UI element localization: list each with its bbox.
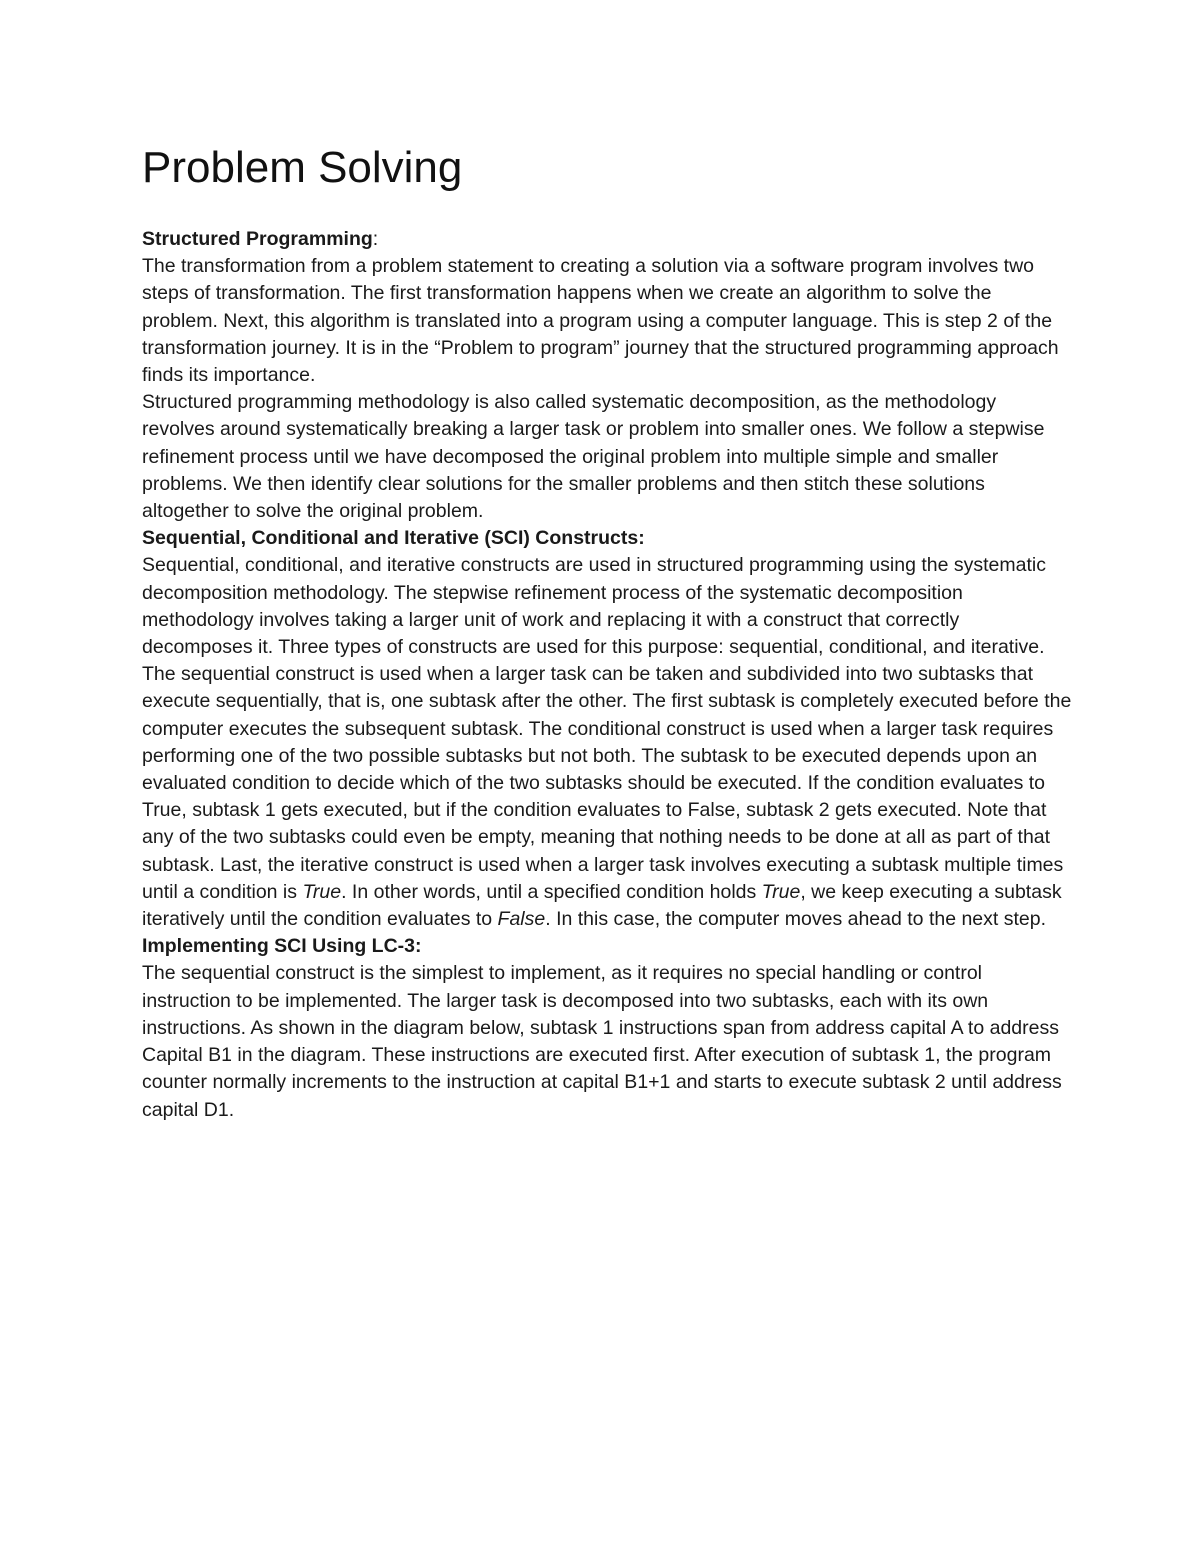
- sci-p2-true-1: True: [302, 880, 342, 903]
- sci-constructs-heading: Sequential, Conditional and Iterative (SCI) Constructs:: [142, 527, 645, 550]
- implementing-sci-paragraph-1: The sequential construct is the simplest to implement, as it requires no special handling or control instruction to be implemented. The larger task is decomposed into two subtasks, each with its own instructions. As shown in the diagram below, subtask 1 instructions span from address capital A to address Capital B1 in the diagram. These instructions are executed first. After execution of subtask 1, the program counter normally increments to the instruction at capital B1+1 and starts to execute subtask 2 until address capital D1.: [142, 962, 1062, 1121]
- document-title: Problem Solving: [142, 143, 463, 192]
- sci-p2-true-2: True: [761, 880, 801, 903]
- section-structured-programming: [142, 226, 1072, 525]
- sci-p2-text-c: , we keep executing a subtask iteratively until the condition evaluates to: [142, 880, 1062, 931]
- sci-constructs-paragraph-1: Sequential, conditional, and iterative constructs are used in structured programming using the systematic decomposition methodology. The stepwise refinement process of the systematic decomposition methodology involves taking a larger unit of work and replacing it with a construct that correctly decomposes it. Three types of constructs are used for this purpose: sequential, conditional, and iterative.: [142, 554, 1046, 659]
- structured-programming-paragraph-2: Structured programming methodology is also called systematic decomposition, as the methodology revolves around systematically breaking a larger task or problem into smaller ones. We follow a stepwise refinement process until we have decomposed the original problem into multiple simple and smaller problems. We then identify clear solutions for the smaller problems and then stitch these solutions altogether to solve the original problem.: [142, 391, 1045, 523]
- heading-colon: :: [372, 228, 379, 250]
- sci-p2-text-d: . In this case, the computer moves ahead to the next step.: [545, 908, 1047, 931]
- document-page: [142, 140, 1072, 1124]
- implementing-sci-heading: Implementing SCI Using LC-3:: [142, 935, 422, 958]
- structured-programming-heading: Structured Programming: [142, 228, 373, 250]
- structured-programming-paragraph-1: The transformation from a problem statement to creating a solution via a software program involves two steps of transformation. The first transformation happens when we create an algorithm to solve the problem. Next, this algorithm is translated into a program using a computer language. This is step 2 of the transformation journey. It is in the “Problem to program” journey that the structured programming approach finds its importance.: [142, 255, 1059, 387]
- section-sci-constructs: [142, 525, 1072, 933]
- sci-p2-text-a: The sequential construct is used when a larger task can be taken and subdivided into two subtasks that execute sequentially, that is, one subtask after the other. The first subtask is completely executed before the computer executes the subsequent subtask. The conditional construct is used when a larger task requires performing one of the two possible subtasks but not both. The subtask to be executed depends upon an evaluated condition to decide which of the two subtasks should be executed. If the condition evaluates to True, subtask 1 gets executed, but if the condition evaluates to False, subtask 2 gets executed. Note that any of the two subtasks could even be empty, meaning that nothing needs to be done at all as part of that subtask. Last, the iterative construct is used when a larger task involves executing a subtask multiple times until a condition is: [142, 663, 1072, 903]
- section-implementing-sci: [142, 933, 1072, 1123]
- sci-p2-false: False: [497, 908, 546, 931]
- sci-p2-text-b: . In other words, until a specified condition holds: [341, 880, 762, 903]
- structured-programming-heading-line: [142, 226, 1072, 253]
- sci-constructs-paragraph-2: [142, 661, 1072, 933]
